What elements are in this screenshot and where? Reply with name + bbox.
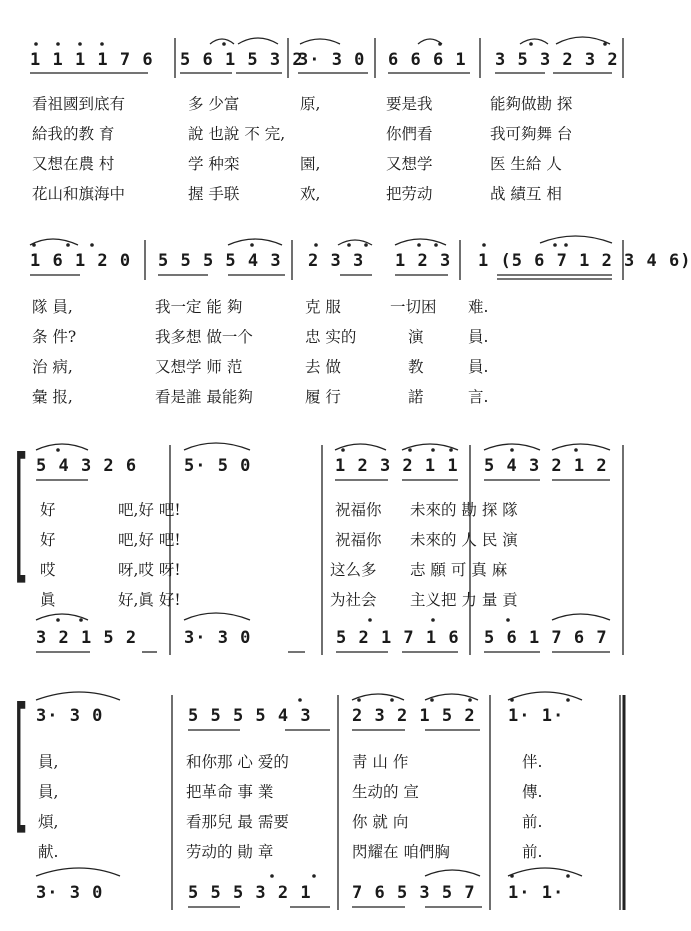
verse-2: 条 件? 我多想 做一个 忠 实的 演 員. [32, 328, 489, 346]
harmony-measure-3: 5 2 1 7 1 6 [336, 628, 460, 648]
harmony-measure-2: 5 5 5 3 2 1 [188, 883, 312, 903]
harmony-measure-3: 7 6 5 3 5 7 [352, 883, 476, 903]
measure-4: 1· 1· [508, 706, 565, 726]
verse-3: 哎 呀,哎 呀! 这么多 志 願 可 真 麻 [40, 561, 508, 579]
melody-line [0, 50, 640, 76]
verse-3: 煩, 看那兒 最 需要 你 就 向 前. [38, 813, 543, 831]
verse-4: 眞 好,眞 好! 为社会 主义把 力 量 貢 [40, 591, 518, 609]
system-3 [0, 430, 640, 670]
verse-2: 好 吧,好 吧! 祝福你 未來的 人 民 演 [40, 531, 518, 549]
measure-3: 3· 3 0 [298, 50, 366, 70]
harmony-line [0, 628, 640, 654]
measure-4: 1 2 3 [395, 251, 452, 271]
harmony-measure-1: 3· 3 0 [36, 883, 104, 903]
measure-2: 5· 5 0 [184, 456, 252, 476]
part-brace: [ [14, 432, 29, 601]
verse-2: 員, 把革命 事 業 生动的 宣 傳. [38, 783, 543, 801]
system-1 [0, 0, 640, 215]
measure-2: 5 5 5 5 4 3 [158, 251, 282, 271]
melody-line [0, 251, 691, 277]
measure-4: 5 4 3 2 1 2 [484, 456, 608, 476]
measure-1: 3· 3 0 [36, 706, 104, 726]
verse-4: 献. 劳动的 勛 章 閃耀在 咱們胸 前. [38, 843, 543, 861]
harmony-measure-1: 3 2 1 5 2 [36, 628, 138, 648]
system-4 [0, 680, 640, 925]
harmony-measure-4: 1· 1· [508, 883, 565, 903]
melody-line [0, 456, 640, 482]
verse-1: 隊 員, 我一定 能 夠 克 服 一切困 难. [32, 298, 489, 316]
measure-5: 1 (5 6 7 1 2 3 4 6) [478, 251, 691, 271]
harmony-measure-2: 3· 3 0 [184, 628, 252, 648]
octave-dots [32, 243, 568, 247]
measure-1: 1 1 1 1 7 6 [30, 50, 154, 70]
verse-3: 治 病, 又想学 师 范 去 做 教 員. [32, 358, 489, 376]
part-brace: [ [14, 682, 29, 851]
harmony-line [0, 883, 640, 909]
measure-5: 3 5 3 2 3 2 [495, 50, 619, 70]
measure-1: 5 4 3 2 6 [36, 456, 138, 476]
verse-4: 彙 报, 看是誰 最能夠 履 行 諾 言. [32, 388, 489, 406]
verse-4: 花山和旗海中 握 手联 欢, 把劳动 战 績互 相 [32, 185, 562, 203]
measure-3: 2 3 3 [308, 251, 365, 271]
system-2 [0, 225, 691, 425]
measure-2: 5 6 1 5 3 2 [180, 50, 304, 70]
verse-1: 好 吧,好 吧! 祝福你 未來的 勘 探 隊 [40, 501, 518, 519]
verse-2: 給我的教 育 說 也說 不 完, 你們看 我可夠舞 台 [32, 125, 573, 143]
measure-4: 6 6 6 1 [388, 50, 467, 70]
measure-2: 5 5 5 5 4 3 [188, 706, 312, 726]
verse-3: 又想在農 村 学 种栾 園, 又想学 医 生給 人 [32, 155, 562, 173]
harmony-measure-4: 5 6 1 7 6 7 [484, 628, 608, 648]
measure-3: 1 2 3 2 1 1 [335, 456, 459, 476]
melody-line [0, 706, 640, 732]
measure-1: 1 6 1 2 0 [30, 251, 132, 271]
verse-1: 看祖國到底有 多 少富 原, 要是我 能夠做勘 探 [32, 95, 573, 113]
verse-1: 員, 和你那 心 爱的 靑 山 作 伴. [38, 753, 543, 771]
measure-3: 2 3 2 1 5 2 [352, 706, 476, 726]
